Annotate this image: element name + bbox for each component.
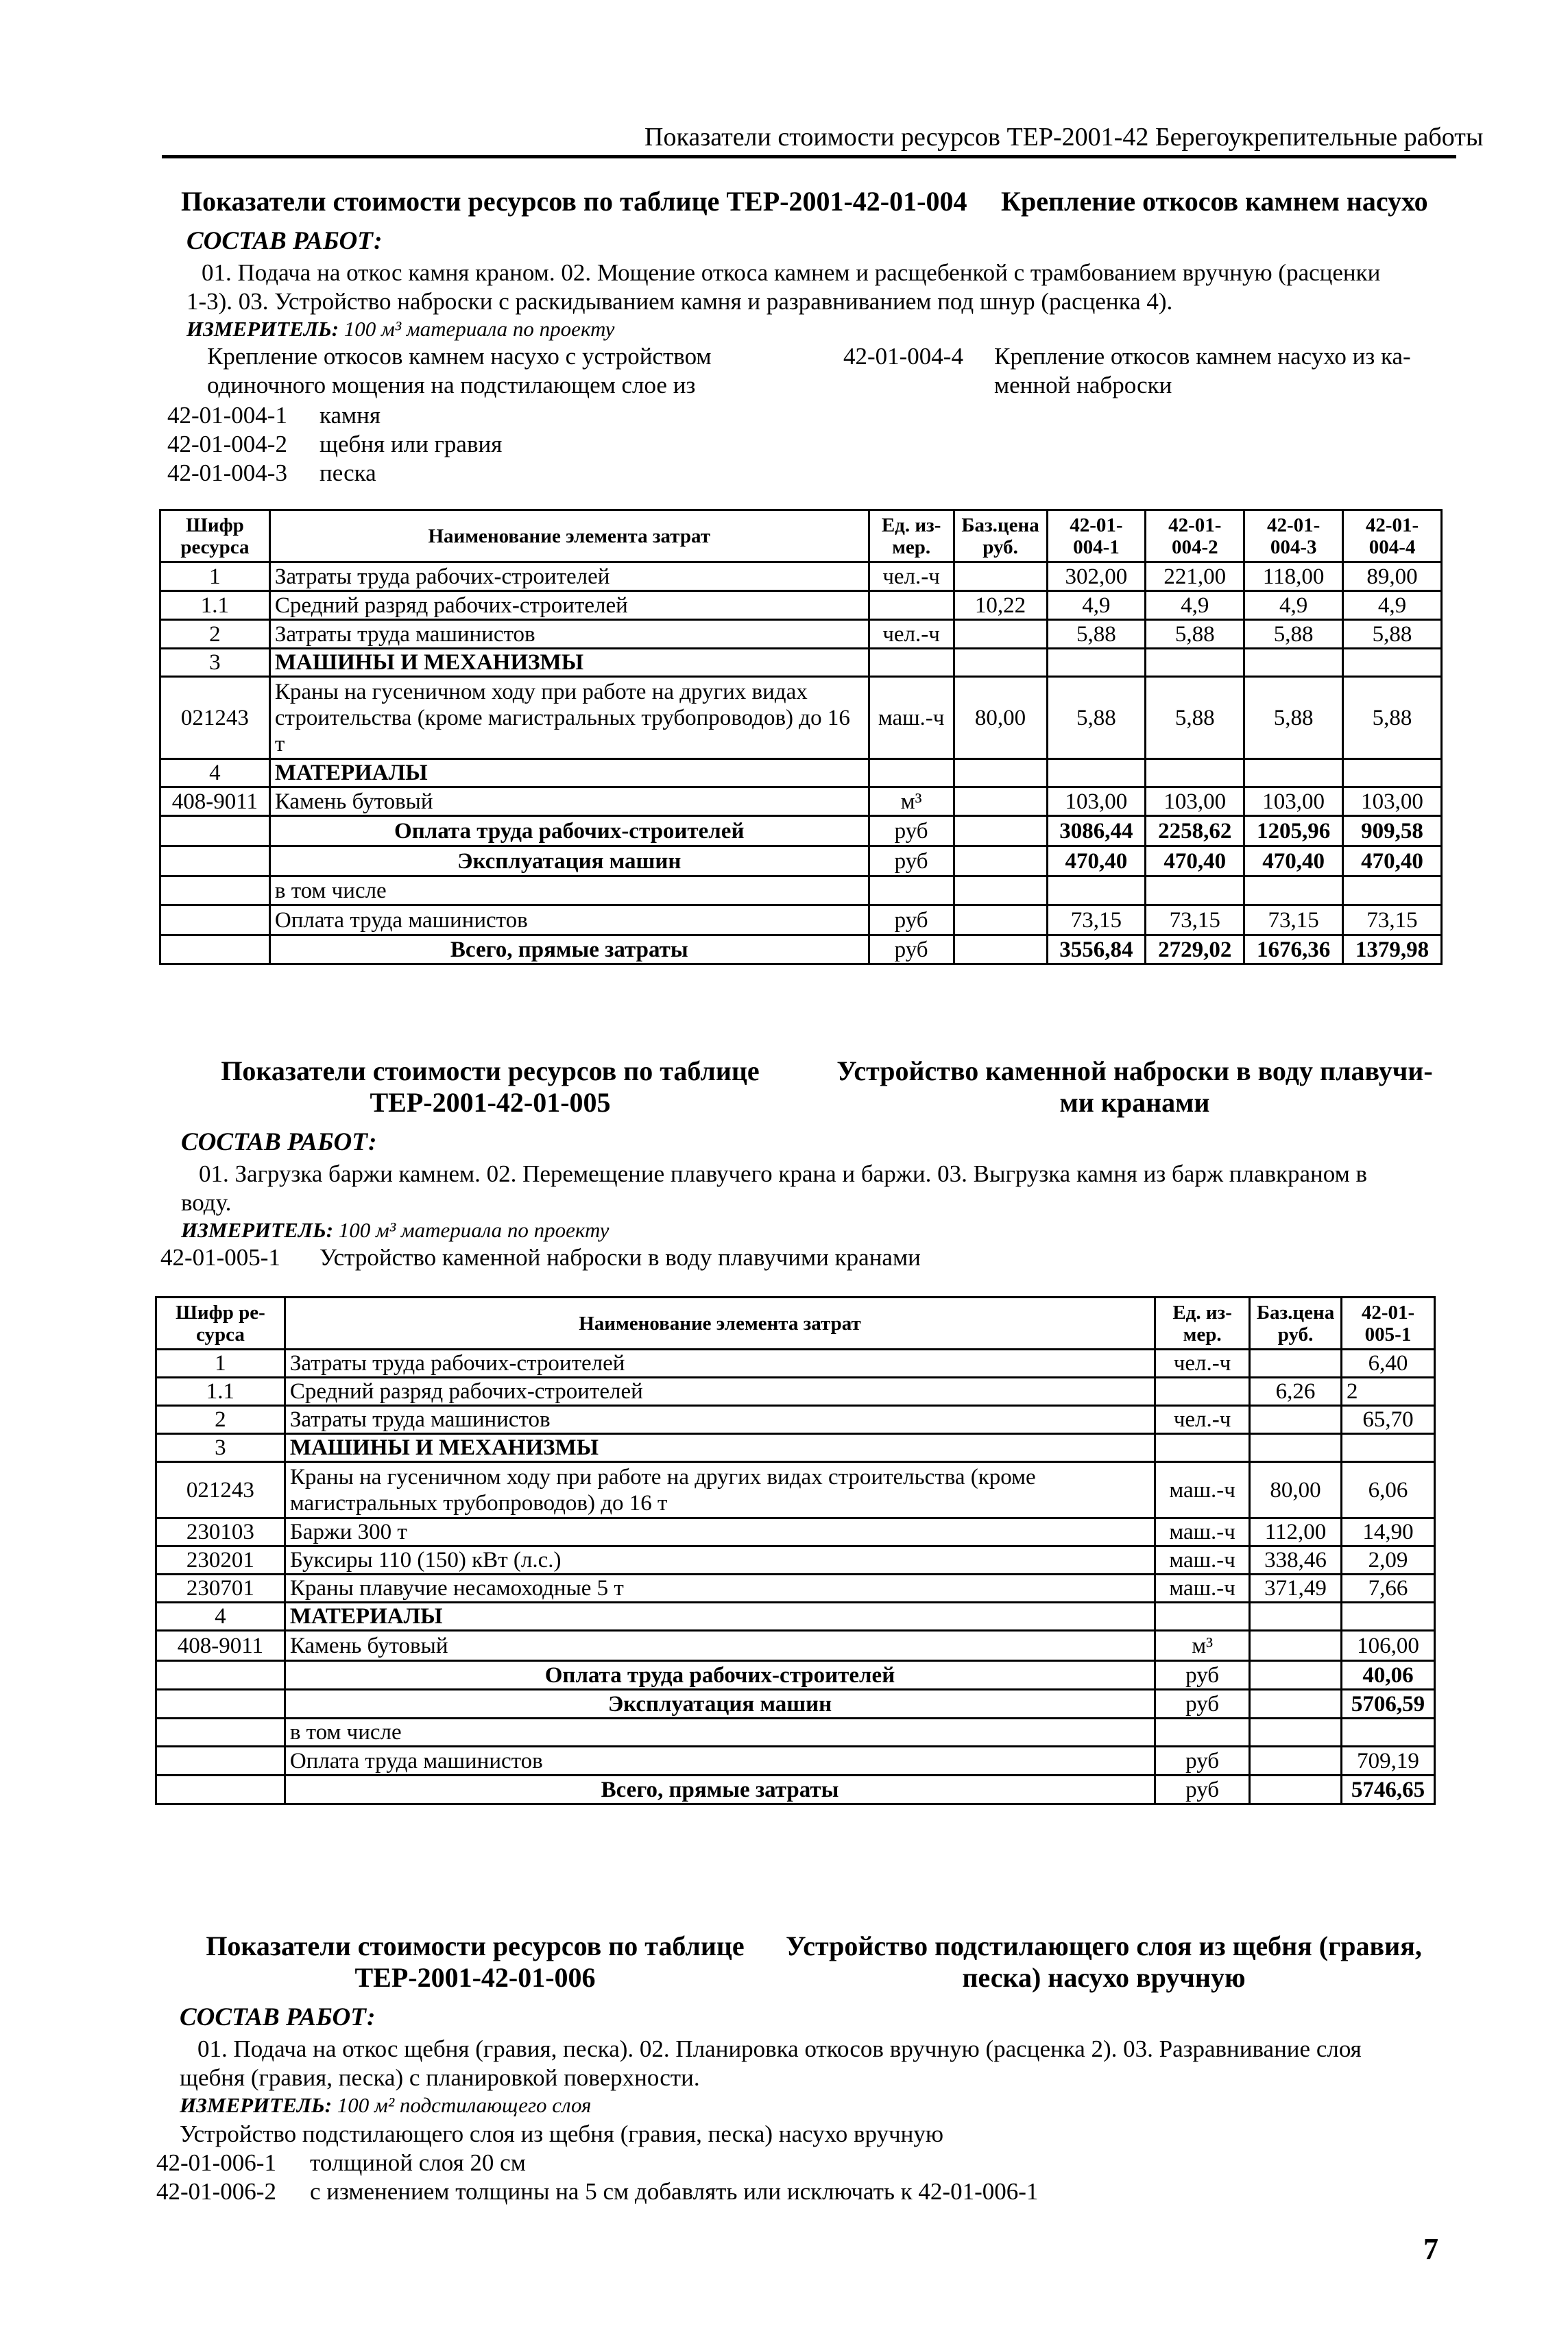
cell: 1 (160, 562, 270, 591)
cell: 021243 (156, 1462, 285, 1518)
s1-izm-label: ИЗМЕРИТЕЛЬ: (186, 317, 339, 341)
cell: 470,40 (1244, 846, 1343, 876)
cell: 1.1 (160, 591, 270, 620)
cell: чел.-ч (1155, 1350, 1250, 1378)
table-row (160, 620, 1442, 649)
table-row (156, 1406, 1435, 1434)
cell (954, 649, 1047, 677)
cell (156, 1690, 285, 1719)
cell (1343, 649, 1442, 677)
cell (1343, 759, 1442, 787)
cell (156, 1661, 285, 1690)
cell (954, 905, 1047, 935)
cell: руб (869, 905, 954, 935)
cell: руб (869, 935, 954, 964)
cell (954, 935, 1047, 964)
cell (1342, 1719, 1435, 1747)
s1-item-2-code: 42-01-004-2 (167, 431, 287, 457)
cell: 4 (160, 759, 270, 787)
cell: руб (1155, 1661, 1250, 1690)
s3-group-line: Устройство подстилающего слоя из щебня (гравия, песка) насухо вручную (180, 2120, 944, 2147)
cell (1250, 1406, 1342, 1434)
cell: 4,9 (1146, 591, 1244, 620)
cell: 73,15 (1047, 905, 1146, 935)
cell: 2 (1342, 1378, 1435, 1406)
cell: чел.-ч (1155, 1406, 1250, 1434)
cell: 65,70 (1342, 1406, 1435, 1434)
cell: 5,88 (1146, 620, 1244, 649)
table-row (160, 876, 1442, 905)
cell: м³ (1155, 1631, 1250, 1661)
s2-works-line1: 01. Загрузка баржи камнем. 02. Перемещение плавучего крана и баржи. 03. Выгрузка камня из барж плавкраном в (199, 1160, 1368, 1187)
s2-h-code: Шифр ре-сурса (156, 1298, 285, 1350)
s1-title-right: Крепление откосов камнем насухо (1001, 186, 1428, 217)
table-row (156, 1350, 1435, 1378)
cell: МАШИНЫ И МЕХАНИЗМЫ (269, 649, 869, 677)
cell (1244, 876, 1343, 905)
cell: 2729,02 (1146, 935, 1244, 964)
cell: Всего, прямые затраты (269, 935, 869, 964)
cell: 7,66 (1342, 1575, 1435, 1603)
cell (1155, 1378, 1250, 1406)
cell: МАШИНЫ И МЕХАНИЗМЫ (285, 1434, 1155, 1462)
cell: чел.-ч (869, 562, 954, 591)
s2-works-line2: воду. (181, 1189, 232, 1216)
cell: 80,00 (954, 677, 1047, 759)
table-row (156, 1575, 1435, 1603)
cell: Эксплуатация машин (285, 1690, 1155, 1719)
cell: Затраты труда машинистов (285, 1406, 1155, 1434)
cell: 5706,59 (1342, 1690, 1435, 1719)
s3-title-left-1: Показатели стоимости ресурсов по таблице (206, 1931, 745, 1961)
cell: 73,15 (1343, 905, 1442, 935)
cell: 103,00 (1146, 787, 1244, 816)
cell: 371,49 (1250, 1575, 1342, 1603)
cell: 230103 (156, 1518, 285, 1546)
cell: 408-9011 (160, 787, 270, 816)
page-number: 7 (1423, 2232, 1438, 2266)
s2-izm-text: 100 м³ материала по проекту (338, 1218, 610, 1242)
s1-h-col2: 42-01-004-2 (1146, 510, 1244, 562)
cell: маш.-ч (1155, 1462, 1250, 1518)
cell (1250, 1719, 1342, 1747)
cell (1047, 649, 1146, 677)
cell (1244, 759, 1343, 787)
cell: МАТЕРИАЛЫ (269, 759, 869, 787)
cell: 6,26 (1250, 1378, 1342, 1406)
s1-item-1-code: 42-01-004-1 (167, 402, 287, 429)
cell: 6,40 (1342, 1350, 1435, 1378)
cell: 5,88 (1244, 620, 1343, 649)
cell: 408-9011 (156, 1631, 285, 1661)
cell: 103,00 (1047, 787, 1146, 816)
s2-sostav-label: СОСТАВ РАБОТ: (181, 1128, 377, 1156)
cell: 470,40 (1146, 846, 1244, 876)
cell: 302,00 (1047, 562, 1146, 591)
cell (160, 846, 270, 876)
s1-group-line2: одиночного мощения на подстилающем слое из (207, 372, 696, 398)
cell: в том числе (285, 1719, 1155, 1747)
s2-title-left-1: Показатели стоимости ресурсов по таблице (221, 1055, 760, 1086)
cell (954, 787, 1047, 816)
header-rule (162, 155, 1456, 158)
cell: Краны на гусеничном ходу при работе на других видах строительства (кроме магистральных трубопроводов) до 16 т (269, 677, 869, 759)
cell (156, 1719, 285, 1747)
s3-title-left-2: ТЕР-2001-42-01-006 (354, 1962, 596, 1993)
cell: 338,46 (1250, 1546, 1342, 1575)
cell: 5,88 (1244, 677, 1343, 759)
cell: 230201 (156, 1546, 285, 1575)
cell: 103,00 (1343, 787, 1442, 816)
cell: 10,22 (954, 591, 1047, 620)
cell (1250, 1776, 1342, 1804)
cell (869, 876, 954, 905)
cell: м³ (869, 787, 954, 816)
table-row (160, 846, 1442, 876)
s1-h-col3: 42-01-004-3 (1244, 510, 1343, 562)
cell: Краны на гусеничном ходу при работе на других видах строительства (кроме магистральных трубопроводов) до 16 т (285, 1462, 1155, 1518)
table-row (156, 1631, 1435, 1661)
cell (954, 876, 1047, 905)
cell: 4 (156, 1603, 285, 1631)
cell: 470,40 (1343, 846, 1442, 876)
cell (160, 816, 270, 846)
cell: 2 (156, 1406, 285, 1434)
s3-title-right-1: Устройство подстилающего слоя из щебня (гравия, (786, 1931, 1422, 1961)
cell: 118,00 (1244, 562, 1343, 591)
cell: МАТЕРИАЛЫ (285, 1603, 1155, 1631)
s1-h-col1: 42-01-004-1 (1047, 510, 1146, 562)
s1-h-name: Наименование элемента затрат (269, 510, 869, 562)
cell: руб (869, 846, 954, 876)
cell: 1379,98 (1343, 935, 1442, 964)
s1-izmeritel (186, 317, 614, 342)
cell (1250, 1747, 1342, 1776)
table-row (156, 1378, 1435, 1406)
cell: 221,00 (1146, 562, 1244, 591)
cell (1146, 876, 1244, 905)
cell: чел.-ч (869, 620, 954, 649)
cell (1155, 1603, 1250, 1631)
s2-izmeritel (181, 1218, 609, 1243)
table-row (156, 1661, 1435, 1690)
cell (160, 905, 270, 935)
cell: Оплата труда машинистов (269, 905, 869, 935)
cell: маш.-ч (1155, 1518, 1250, 1546)
s3-izm-label: ИЗМЕРИТЕЛЬ: (180, 2093, 333, 2117)
table-row (156, 1518, 1435, 1546)
cell (1250, 1434, 1342, 1462)
table-row (160, 759, 1442, 787)
s2-title-right-1: Устройство каменной наброски в воду плавучи- (836, 1055, 1433, 1086)
cell: 103,00 (1244, 787, 1343, 816)
cell: 470,40 (1047, 846, 1146, 876)
cell: 021243 (160, 677, 270, 759)
cell: Всего, прямые затраты (285, 1776, 1155, 1804)
table-row (156, 1434, 1435, 1462)
cell: 73,15 (1146, 905, 1244, 935)
s1-header-row (160, 510, 1442, 562)
cell: руб (1155, 1747, 1250, 1776)
cell: руб (869, 816, 954, 846)
s1-item4-code: 42-01-004-4 (843, 343, 963, 370)
cell: 909,58 (1343, 816, 1442, 846)
cell (1250, 1603, 1342, 1631)
s1-works-line1: 01. Подача на откос камня краном. 02. Мощение откоса камнем и расщебенкой с трамбованием вручную (расценки (202, 259, 1381, 286)
cell (1155, 1719, 1250, 1747)
cell (869, 759, 954, 787)
cell: Буксиры 110 (150) кВт (л.с.) (285, 1546, 1155, 1575)
table-row (156, 1603, 1435, 1631)
cell: маш.-ч (1155, 1546, 1250, 1575)
cell (869, 591, 954, 620)
s1-item-3-text: песка (319, 459, 376, 486)
cell (1047, 759, 1146, 787)
cell (1250, 1350, 1342, 1378)
s1-item-3-code: 42-01-004-3 (167, 459, 287, 486)
running-header: Показатели стоимости ресурсов ТЕР-2001-42 Берегоукрепительные работы (644, 123, 1484, 152)
cell: Краны плавучие несамоходные 5 т (285, 1575, 1155, 1603)
s3-item-2-text: с изменением толщины на 5 см добавлять или исключать к 42-01-006-1 (310, 2178, 1039, 2205)
table-row (156, 1546, 1435, 1575)
s1-item-2-text: щебня или гравия (319, 431, 503, 457)
cell: 3 (160, 649, 270, 677)
s2-h-name: Наименование элемента затрат (285, 1298, 1155, 1350)
cell: 4,9 (1047, 591, 1146, 620)
cell: 1 (156, 1350, 285, 1378)
s1-h-price: Баз.цена руб. (954, 510, 1047, 562)
cell: Средний разряд рабочих-строителей (285, 1378, 1155, 1406)
table-row (160, 816, 1442, 846)
cell: 5,88 (1047, 677, 1146, 759)
cell (1342, 1434, 1435, 1462)
cell: 5,88 (1047, 620, 1146, 649)
s1-group-line1: Крепление откосов камнем насухо с устройством (207, 343, 712, 370)
cell: Камень бутовый (269, 787, 869, 816)
s2-h-unit: Ед. из-мер. (1155, 1298, 1250, 1350)
cell: руб (1155, 1690, 1250, 1719)
s2-title-left-2: ТЕР-2001-42-01-005 (370, 1087, 611, 1118)
cell (954, 759, 1047, 787)
cell: 14,90 (1342, 1518, 1435, 1546)
s1-title-left: Показатели стоимости ресурсов по таблице ТЕР-2001-42-01-004 (181, 186, 967, 217)
cell: в том числе (269, 876, 869, 905)
s2-item-text: Устройство каменной наброски в воду плавучими кранами (319, 1244, 921, 1271)
s2-h-col1: 42-01-005-1 (1342, 1298, 1435, 1350)
s2-header-row (156, 1298, 1435, 1350)
cell: 1205,96 (1244, 816, 1343, 846)
s3-izm-text: 100 м² подстилающего слоя (337, 2093, 592, 2117)
s3-item-1-code: 42-01-006-1 (156, 2149, 276, 2176)
cell (1343, 876, 1442, 905)
cell (954, 620, 1047, 649)
cell (156, 1747, 285, 1776)
cell (1244, 649, 1343, 677)
s1-item4-line2: менной наброски (994, 372, 1172, 398)
table-row (160, 905, 1442, 935)
cell: 5,88 (1343, 677, 1442, 759)
cell: 73,15 (1244, 905, 1343, 935)
table-row (160, 787, 1442, 816)
cell: 40,06 (1342, 1661, 1435, 1690)
s2-title-right-2: ми кранами (1059, 1087, 1210, 1118)
cell (954, 846, 1047, 876)
cell: 106,00 (1342, 1631, 1435, 1661)
cell: 89,00 (1343, 562, 1442, 591)
cell: 4,9 (1343, 591, 1442, 620)
cell (954, 816, 1047, 846)
cell (1146, 649, 1244, 677)
table-row (160, 591, 1442, 620)
cell (1250, 1690, 1342, 1719)
table-row (156, 1690, 1435, 1719)
s3-item-2-code: 42-01-006-2 (156, 2178, 276, 2205)
cell (869, 649, 954, 677)
s1-h-col4: 42-01-004-4 (1343, 510, 1442, 562)
cell: 2,09 (1342, 1546, 1435, 1575)
s1-cost-table (159, 509, 1443, 965)
s3-works-line1: 01. Подача на откос щебня (гравия, песка). 02. Планировка откосов вручную (расценка 2). 03. Разравнивание слоя (197, 2035, 1362, 2062)
cell: Затраты труда машинистов (269, 620, 869, 649)
cell: 709,19 (1342, 1747, 1435, 1776)
cell (1342, 1603, 1435, 1631)
cell: Эксплуатация машин (269, 846, 869, 876)
cell: Оплата труда рабочих-строителей (269, 816, 869, 846)
table-row (160, 677, 1442, 759)
cell: 1.1 (156, 1378, 285, 1406)
table-row (160, 935, 1442, 964)
cell: 5,88 (1146, 677, 1244, 759)
cell: 230701 (156, 1575, 285, 1603)
cell (1146, 759, 1244, 787)
cell: руб (1155, 1776, 1250, 1804)
cell: 3556,84 (1047, 935, 1146, 964)
table-row (160, 649, 1442, 677)
cell: маш.-ч (869, 677, 954, 759)
table-row (156, 1747, 1435, 1776)
s3-title-right-2: песка) насухо вручную (962, 1962, 1246, 1993)
cell (1250, 1661, 1342, 1690)
cell (954, 562, 1047, 591)
s1-works-line2: 1-3). 03. Устройство наброски с раскидыванием камня и разравниванием под шнур (расценка 4). (186, 288, 1173, 315)
cell: Оплата труда машинистов (285, 1747, 1155, 1776)
cell: 3 (156, 1434, 285, 1462)
cell: 80,00 (1250, 1462, 1342, 1518)
cell (156, 1776, 285, 1804)
cell: Камень бутовый (285, 1631, 1155, 1661)
s2-item-code: 42-01-005-1 (160, 1244, 280, 1271)
s1-izm-text: 100 м³ материала по проекту (343, 317, 615, 341)
cell: 1676,36 (1244, 935, 1343, 964)
s2-izm-label: ИЗМЕРИТЕЛЬ: (181, 1218, 334, 1242)
s3-item-1-text: толщиной слоя 20 см (310, 2149, 526, 2176)
cell: Затраты труда рабочих-строителей (285, 1350, 1155, 1378)
cell: 5,88 (1343, 620, 1442, 649)
cell: Оплата труда рабочих-строителей (285, 1661, 1155, 1690)
s2-cost-table (155, 1296, 1436, 1805)
cell: Средний разряд рабочих-строителей (269, 591, 869, 620)
cell: 5746,65 (1342, 1776, 1435, 1804)
cell: Баржи 300 т (285, 1518, 1155, 1546)
cell: 4,9 (1244, 591, 1343, 620)
s3-works-line2: щебня (гравия, песка) с планировкой поверхности. (180, 2064, 700, 2091)
cell (160, 935, 270, 964)
s3-sostav-label: СОСТАВ РАБОТ: (180, 2003, 376, 2031)
s1-h-unit: Ед. из-мер. (869, 510, 954, 562)
cell: 112,00 (1250, 1518, 1342, 1546)
s1-item4-line1: Крепление откосов камнем насухо из ка- (994, 343, 1411, 370)
cell: Затраты труда рабочих-строителей (269, 562, 869, 591)
s3-izmeritel (180, 2093, 591, 2118)
table-row (156, 1776, 1435, 1804)
cell: 2258,62 (1146, 816, 1244, 846)
table-row (156, 1719, 1435, 1747)
cell: 2 (160, 620, 270, 649)
s2-h-price: Баз.цена руб. (1250, 1298, 1342, 1350)
table-row (160, 562, 1442, 591)
table-row (156, 1462, 1435, 1518)
s1-sostav-label: СОСТАВ РАБОТ: (186, 227, 383, 255)
cell (160, 876, 270, 905)
cell: маш.-ч (1155, 1575, 1250, 1603)
s1-h-code: Шифр ресурса (160, 510, 270, 562)
cell (1047, 876, 1146, 905)
cell: 3086,44 (1047, 816, 1146, 846)
cell: 6,06 (1342, 1462, 1435, 1518)
cell (1155, 1434, 1250, 1462)
cell (1250, 1631, 1342, 1661)
s1-item-1-text: камня (319, 402, 381, 429)
